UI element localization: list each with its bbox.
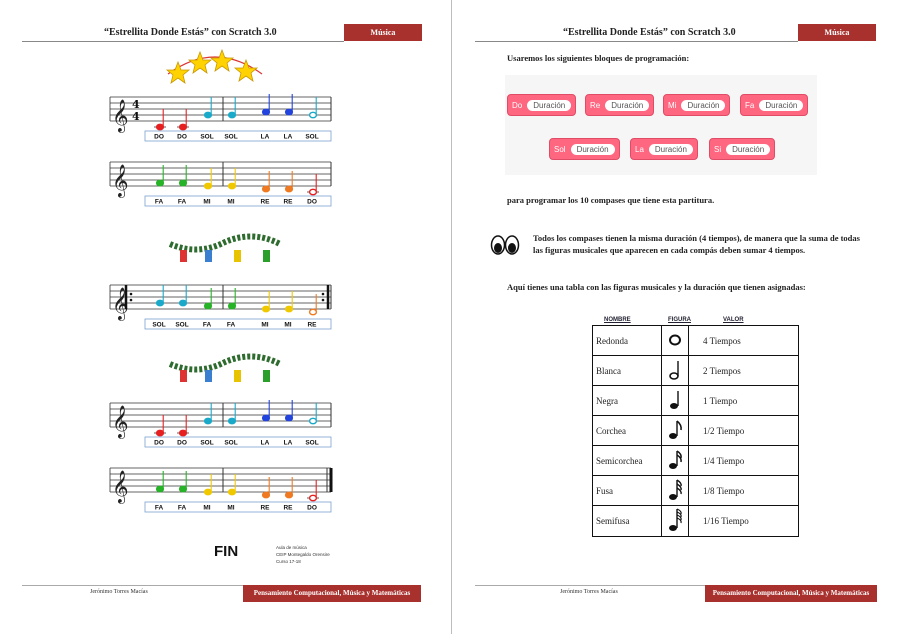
credit-line: Aula de música — [276, 545, 307, 550]
fin-label: FIN — [214, 543, 239, 560]
quarter-note-icon — [668, 389, 682, 411]
program-text: para programar los 10 compases que tiene esta partitura. — [507, 195, 715, 205]
scratch-block-re[interactable] — [585, 94, 654, 116]
note-name-label: FA — [154, 504, 164, 512]
note-head — [310, 495, 317, 500]
note-head — [310, 418, 317, 423]
note-name-label: MI — [203, 198, 211, 206]
note-name-label: RE — [260, 504, 270, 512]
treble-clef-icon: 𝄞 — [112, 164, 129, 197]
figure-name: Semifusa — [593, 506, 662, 537]
table-row — [593, 476, 799, 506]
note-head — [310, 189, 317, 194]
note-name-label: FA — [154, 198, 164, 206]
block-duration-input[interactable]: Duración — [527, 100, 571, 111]
note-name-label: SOL — [224, 439, 238, 447]
note-name-box — [145, 437, 331, 447]
note-name-label: DO — [307, 198, 317, 206]
note-name-label: MI — [203, 504, 211, 512]
figure-value: 1/8 Tiempo — [689, 476, 799, 506]
figure-cell — [662, 386, 689, 416]
note-head — [229, 303, 236, 308]
right-footer-tab: Pensamiento Computacional, Música y Matemáticas — [705, 585, 877, 602]
note-head — [286, 186, 293, 191]
figure-cell — [662, 446, 689, 476]
note-name-label: DO — [154, 133, 164, 141]
note-head — [263, 415, 270, 420]
table-intro: Aquí tienes una tabla con las figuras musicales y la duración que tienen asignadas: — [507, 282, 806, 292]
time-signature-top: 4 — [132, 98, 140, 111]
eyes-icon — [490, 234, 520, 256]
note-head — [205, 418, 212, 423]
table-header-value: VALOR — [723, 317, 744, 323]
block-duration-input[interactable]: Duración — [681, 100, 725, 111]
note-name-label: SOL — [224, 133, 238, 141]
scratch-block-sol[interactable] — [549, 138, 620, 160]
note-head — [180, 430, 187, 435]
treble-clef-icon: 𝄞 — [112, 287, 129, 320]
scratch-block-la[interactable] — [630, 138, 698, 160]
table-row — [593, 386, 799, 416]
thirty-second-note-icon — [667, 478, 683, 502]
repeat-dot — [322, 299, 325, 302]
table-row — [593, 416, 799, 446]
note-name-label: MI — [227, 198, 235, 206]
note-head — [180, 300, 187, 305]
figure-cell — [662, 506, 689, 537]
note-name-box — [145, 131, 331, 141]
time-signature-bottom: 4 — [132, 110, 140, 123]
repeat-dot — [130, 293, 133, 296]
note-head — [157, 486, 164, 491]
note-name-label: MI — [227, 504, 235, 512]
note-name-label: DO — [154, 439, 164, 447]
table-header-figure: FIGURA — [668, 317, 691, 323]
note-name-label: SOL — [305, 133, 319, 141]
right-footer-rule — [475, 585, 707, 586]
note-name-label: SOL — [152, 321, 166, 329]
block-note-label: Do — [512, 100, 523, 110]
scratch-block-si[interactable] — [709, 138, 775, 160]
scratch-block-do[interactable] — [507, 94, 576, 116]
note-head — [205, 112, 212, 117]
right-header-rule — [475, 41, 798, 42]
note-name-label: FA — [177, 504, 187, 512]
credit-line: Curso 17-18 — [276, 559, 301, 564]
left-footer-author: Jerónimo Torres Macías — [90, 589, 148, 595]
note-name-label: SOL — [305, 439, 319, 447]
whole-note-icon — [668, 330, 682, 350]
repeat-dot — [322, 293, 325, 296]
note-head — [180, 180, 187, 185]
table-header-name: NOMBRE — [604, 317, 631, 323]
note-name-label: LA — [283, 439, 293, 447]
eyes-note-line-1: Todos los compases tienen la misma duración (4 tiempos), de manera que la suma de todas — [533, 233, 860, 243]
treble-clef-icon: 𝄞 — [112, 99, 129, 132]
figure-value: 2 Tiempos — [689, 356, 799, 386]
note-head — [229, 183, 236, 188]
note-head — [263, 306, 270, 311]
note-name-label: RE — [307, 321, 317, 329]
note-head — [286, 492, 293, 497]
figure-cell — [662, 416, 689, 446]
note-head — [229, 418, 236, 423]
note-name-label: MI — [261, 321, 269, 329]
right-header-title: “Estrellita Donde Estás” con Scratch 3.0 — [563, 27, 736, 38]
note-head — [263, 186, 270, 191]
note-head — [205, 303, 212, 308]
eighth-note-icon — [667, 419, 683, 441]
note-name-label: DO — [177, 439, 187, 447]
figure-value: 4 Tiempos — [689, 326, 799, 356]
note-head — [286, 109, 293, 114]
right-footer-author: Jerónimo Torres Macías — [560, 589, 618, 595]
table-row — [593, 356, 799, 386]
half-note-icon — [668, 359, 682, 381]
note-name-label: SOL — [175, 321, 189, 329]
note-head — [286, 306, 293, 311]
figure-cell — [662, 476, 689, 506]
scratch-blocks-panel — [505, 75, 817, 175]
note-head — [157, 180, 164, 185]
note-name-label: FA — [177, 198, 187, 206]
block-note-label: La — [635, 144, 644, 154]
block-note-label: Fa — [745, 100, 755, 110]
note-name-box — [145, 319, 331, 329]
credit-line: CEIP Montegaldo Orensire — [276, 552, 330, 557]
right-header-tab: Música — [798, 24, 876, 41]
note-name-label: LA — [283, 133, 293, 141]
note-name-label: DO — [307, 504, 317, 512]
figure-value: 1/4 Tiempo — [689, 446, 799, 476]
figure-cell — [662, 356, 689, 386]
note-name-label: SOL — [200, 133, 214, 141]
note-head — [205, 489, 212, 494]
left-header-tab: Música — [344, 24, 422, 41]
note-name-label: RE — [283, 504, 293, 512]
treble-clef-icon: 𝄞 — [112, 470, 129, 503]
sixteenth-note-icon — [667, 449, 683, 471]
figure-value: 1/16 Tiempo — [689, 506, 799, 537]
note-head — [157, 300, 164, 305]
block-duration-input[interactable]: Duración — [605, 100, 649, 111]
note-name-label: MI — [284, 321, 292, 329]
note-name-label: FA — [202, 321, 212, 329]
repeat-dot — [130, 299, 133, 302]
figure-name: Semicorchea — [593, 446, 662, 476]
figures-table — [592, 325, 799, 537]
note-head — [286, 415, 293, 420]
figure-value: 1/2 Tiempo — [689, 416, 799, 446]
figure-name: Corchea — [593, 416, 662, 446]
blocks-intro: Usaremos los siguientes bloques de programación: — [507, 53, 690, 63]
block-note-label: Si — [714, 144, 722, 154]
note-name-label: LA — [260, 439, 270, 447]
figure-name: Negra — [593, 386, 662, 416]
table-row — [593, 446, 799, 476]
block-duration-input[interactable]: Duración — [649, 144, 693, 155]
credit-block — [276, 544, 330, 565]
note-head — [229, 489, 236, 494]
figure-value: 1 Tiempo — [689, 386, 799, 416]
note-name-label: SOL — [200, 439, 214, 447]
treble-clef-icon: 𝄞 — [112, 405, 129, 438]
note-name-label: RE — [283, 198, 293, 206]
left-footer-tab: Pensamiento Computacional, Música y Matemáticas — [243, 585, 421, 602]
note-head — [205, 183, 212, 188]
note-head — [157, 124, 164, 129]
block-duration-input[interactable]: Duración — [759, 100, 803, 111]
left-header-title: “Estrellita Donde Estás” con Scratch 3.0 — [104, 27, 277, 38]
note-head — [180, 124, 187, 129]
table-row — [593, 506, 799, 537]
figure-name: Fusa — [593, 476, 662, 506]
block-note-label: Sol — [554, 144, 566, 154]
eyes-note-line-2: las figuras musicales que aparecen en cada compás deben sumar 4 tiempos. — [533, 245, 806, 255]
block-note-label: Mi — [668, 100, 677, 110]
note-name-label: FA — [226, 321, 236, 329]
left-footer-rule — [22, 585, 244, 586]
scratch-block-mi[interactable] — [663, 94, 730, 116]
note-name-label: DO — [177, 133, 187, 141]
scratch-block-fa[interactable] — [740, 94, 808, 116]
figure-cell — [662, 326, 689, 356]
note-head — [229, 112, 236, 117]
note-head — [263, 492, 270, 497]
note-head — [180, 486, 187, 491]
figure-name: Redonda — [593, 326, 662, 356]
block-duration-input[interactable]: Duración — [726, 144, 770, 155]
note-head — [263, 109, 270, 114]
note-name-box — [145, 196, 331, 206]
figure-name: Blanca — [593, 356, 662, 386]
note-head — [310, 112, 317, 117]
sixty-fourth-note-icon — [667, 507, 683, 533]
note-name-label: LA — [260, 133, 270, 141]
block-duration-input[interactable]: Duración — [571, 144, 615, 155]
note-head — [310, 309, 317, 314]
table-row — [593, 326, 799, 356]
block-note-label: Re — [590, 100, 601, 110]
note-name-label: RE — [260, 198, 270, 206]
note-head — [157, 430, 164, 435]
note-name-box — [145, 502, 331, 512]
